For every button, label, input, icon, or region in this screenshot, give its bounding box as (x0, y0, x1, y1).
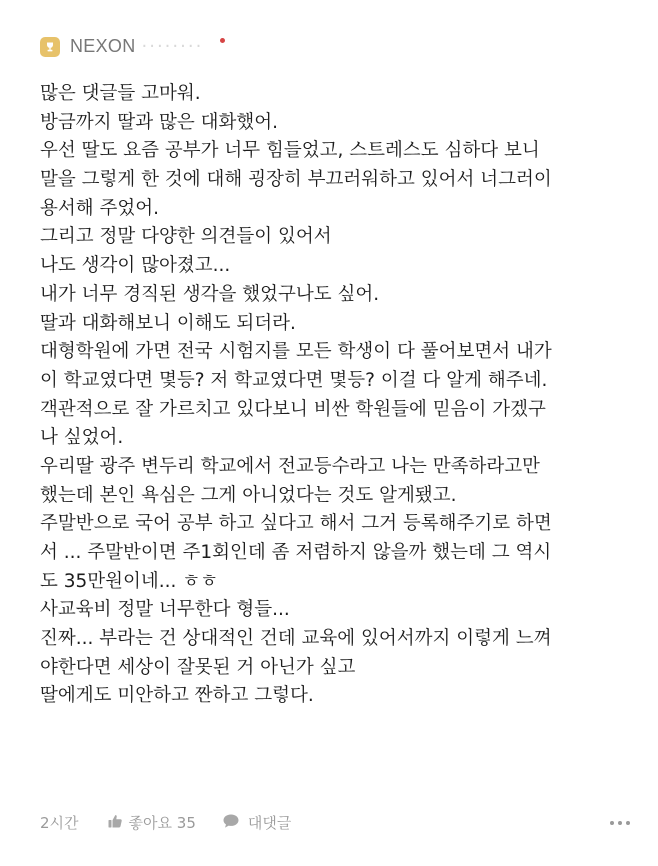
comment-line: 딸과 대화해보니 이해도 되더라. (40, 312, 296, 334)
comment-line: 내가 너무 경직된 생각을 했었구나도 싶어. (40, 283, 380, 305)
comment-line: 도 35만원이네... ㅎㅎ (40, 570, 219, 592)
like-button[interactable] (107, 812, 196, 833)
reply-button[interactable] (222, 812, 291, 833)
comment-line: 우선 딸도 요즘 공부가 너무 힘들었고, 스트레스도 심하다 보니 (40, 140, 540, 162)
author-name[interactable]: NEXON (70, 36, 136, 56)
comment-line: 나도 생각이 많아졌고... (40, 255, 231, 277)
comment-line: 나 싶었어. (40, 427, 124, 449)
comment-timestamp: 2시간 (40, 814, 79, 832)
comment-line: 이 학교였다면 몇등? 저 학교였다면 몇등? 이걸 다 알게 해주네. (40, 369, 548, 391)
comment-body (40, 80, 640, 711)
speech-bubble-icon (222, 813, 240, 833)
like-label: 좋아요 35 (128, 814, 196, 832)
comment-line: 많은 댓글들 고마워. (40, 83, 201, 104)
comment-line: 대형학원에 가면 전국 시험지를 모든 학생이 다 풀어보면서 내가 (40, 341, 552, 363)
comment-line: 방금까지 딸과 많은 대화했어. (40, 111, 278, 133)
trophy-badge-icon (40, 37, 60, 57)
comment-line: 했는데 본인 욕심은 그게 아니었다는 것도 알게됐고. (40, 484, 457, 506)
comment-line: 주말반으로 국어 공부 하고 싶다고 해서 그거 등록해주기로 하면 (40, 513, 552, 535)
comment-line: 객관적으로 잘 가르치고 있다보니 비싼 학원들에 믿음이 가겠구 (40, 398, 546, 420)
comment-line: 사교육비 정말 너무한다 형들... (40, 599, 290, 621)
reply-label: 대댓글 (247, 814, 292, 832)
author-masked-suffix: ········ (141, 36, 204, 57)
comment-line: 야한다면 세상이 잘못된 거 아닌가 싶고 (40, 656, 356, 678)
comment-line: 우리딸 광주 변두리 학교에서 전교등수라고 나는 만족하라고만 (40, 455, 540, 477)
more-dots-icon[interactable] (610, 821, 630, 825)
comment-footer (40, 812, 630, 833)
new-indicator-dot (220, 38, 225, 43)
comment-header (40, 36, 203, 57)
thumbs-up-icon (107, 813, 123, 833)
comment-line: 진짜... 부라는 건 상대적인 건데 교육에 있어서까지 이렇게 느껴 (40, 628, 552, 650)
comment-line: 용서해 주었어. (40, 197, 159, 219)
comment-line: 말을 그렇게 한 것에 대해 굉장히 부끄러워하고 있어서 너그러이 (40, 169, 552, 191)
comment-line: 딸에게도 미안하고 짠하고 그렇다. (40, 685, 314, 707)
comment-line: 서 ... 주말반이면 주1회인데 좀 저렴하지 않을까 했는데 그 역시 (40, 542, 552, 563)
comment-line: 그리고 정말 다양한 의견들이 있어서 (40, 226, 332, 248)
